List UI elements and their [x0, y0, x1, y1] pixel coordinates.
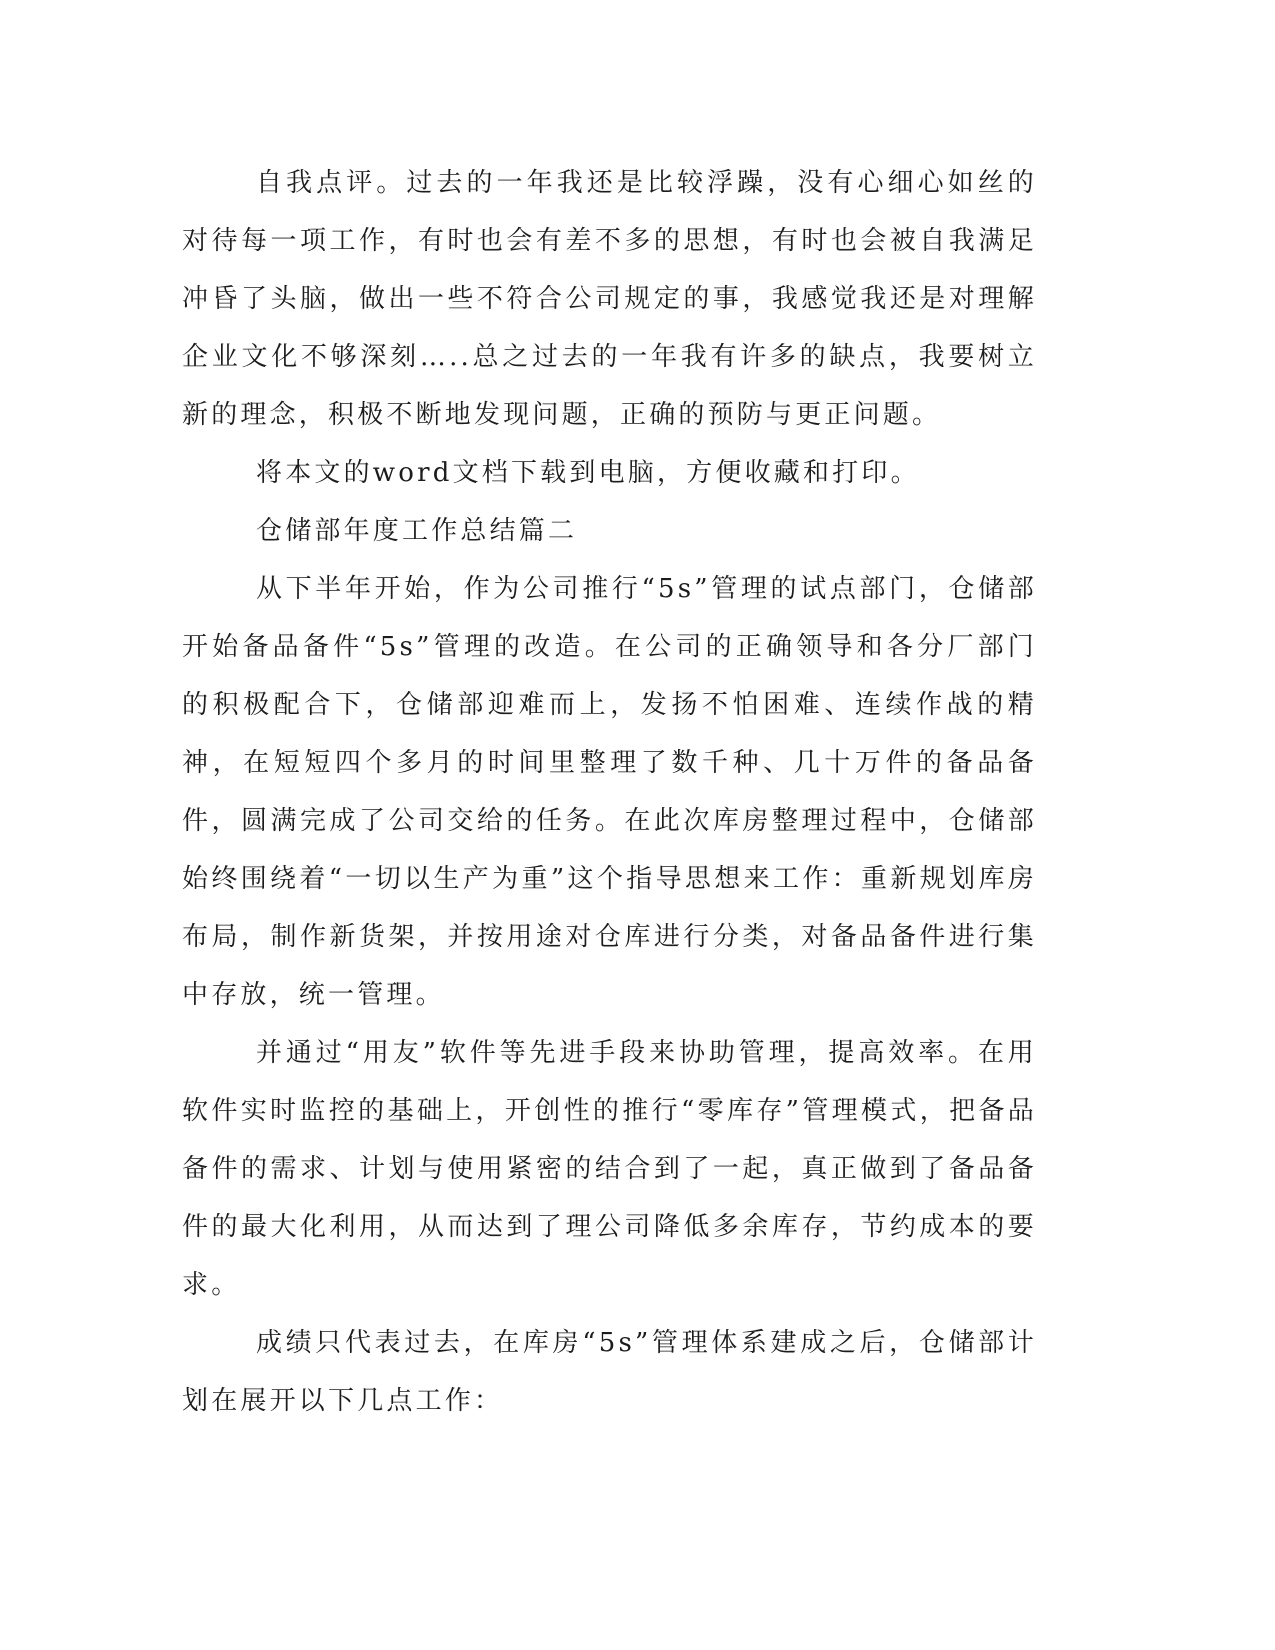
paragraph-download-note: 将本文的word文档下载到电脑，方便收藏和打印。 — [256, 458, 920, 488]
document-body — [182, 154, 1037, 1430]
paragraph-5s-reform: 从下半年开始，作为公司推行“5s”管理的试点部门，仓储部开始备品备件“5s”管理的改造。在公司的正确领导和各分厂部门的积极配合下，仓储部迎难而上，发扬不怕困难、连续作战的精神，在短短四个多月的时间里整理了数千种、几十万件的备品备件，圆满完成了公司交给的任务。在此次库房整理过程中，仓储部始终围绕着“一切以生产为重”这个指导思想来工作：重新规划库房布局，制作新货架，并按用途对仓库进行分类，对备品备件进行集中存放，统一管理。 — [182, 574, 1037, 1010]
paragraph-future-plan: 成绩只代表过去，在库房“5s”管理体系建成之后，仓储部计划在展开以下几点工作： — [182, 1328, 1037, 1416]
paragraph-software-management: 并通过“用友”软件等先进手段来协助管理，提高效率。在用软件实时监控的基础上，开创性的推行“零库存”管理模式，把备品备件的需求、计划与使用紧密的结合到了一起，真正做到了备品备件的最大化利用，从而达到了理公司降低多余库存，节约成本的要求。 — [182, 1038, 1037, 1300]
paragraph-self-review: 自我点评。过去的一年我还是比较浮躁，没有心细心如丝的对待每一项工作，有时也会有差不多的思想，有时也会被自我满足冲昏了头脑，做出一些不符合公司规定的事，我感觉我还是对理解企业文化不够深刻…..总之过去的一年我有许多的缺点，我要树立新的理念，积极不断地发现问题，正确的预防与更正问题。 — [182, 168, 1037, 430]
section-heading: 仓储部年度工作总结篇二 — [256, 516, 578, 546]
